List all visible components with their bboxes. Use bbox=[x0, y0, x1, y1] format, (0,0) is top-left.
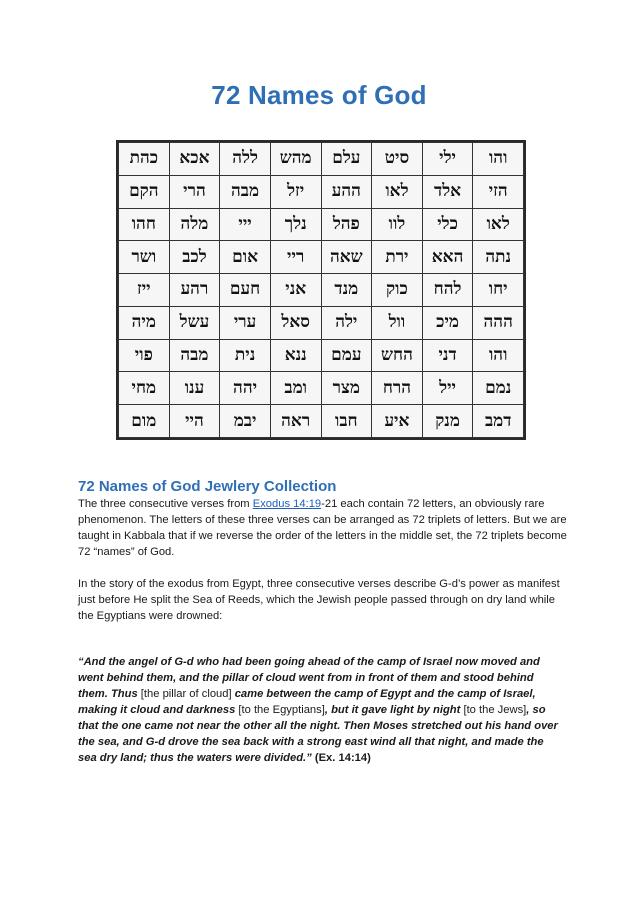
grid-cell: סאל bbox=[270, 306, 321, 339]
grid-cell: לוו bbox=[372, 208, 423, 241]
names-table bbox=[118, 142, 524, 438]
grid-cell: מצר bbox=[321, 372, 372, 405]
grid-cell: לאו bbox=[473, 208, 524, 241]
grid-cell: ייל bbox=[422, 372, 473, 405]
grid-cell: אלד bbox=[422, 175, 473, 208]
grid-cell: חבו bbox=[321, 405, 372, 438]
grid-cell: הרי bbox=[169, 175, 220, 208]
grid-cell: מיכ bbox=[422, 306, 473, 339]
grid-cell: להח bbox=[422, 274, 473, 307]
paragraph-exodus-story: In the story of the exodus from Egypt, three consecutive verses describe G-d’s power as manifest just before He split the Sea of Reeds, which the Jewish people passed through on dry land while the Egyptians were drowned: bbox=[78, 578, 560, 622]
grid-row bbox=[119, 405, 524, 438]
grid-cell: ללה bbox=[220, 143, 271, 176]
scripture-quote bbox=[78, 654, 562, 766]
section-heading: 72 Names of God Jewlery Collection bbox=[78, 478, 337, 495]
grid-cell: הרח bbox=[372, 372, 423, 405]
intro-text-after: -21 each contain 72 letters, an obviously rare phenomenon. The letters of these three verses can be arranged as 72 triplets of letters. But we are taught in Kabbala that if we reverse the order of the letters in the middle set, the 72 triplets become 72 “names” of God. bbox=[78, 498, 567, 558]
grid-cell: עשל bbox=[169, 306, 220, 339]
grid-cell: סיט bbox=[372, 143, 423, 176]
intro-text-before: The three consecutive verses from bbox=[78, 498, 253, 510]
grid-cell: חהו bbox=[119, 208, 170, 241]
grid-cell: שאה bbox=[321, 241, 372, 274]
grid-cell: ייז bbox=[119, 274, 170, 307]
quote-bracket-3: [to the Jews] bbox=[460, 704, 527, 716]
grid-row bbox=[119, 241, 524, 274]
grid-cell: פוי bbox=[119, 339, 170, 372]
grid-cell: ההע bbox=[321, 175, 372, 208]
grid-cell: מחי bbox=[119, 372, 170, 405]
grid-row bbox=[119, 274, 524, 307]
grid-row bbox=[119, 306, 524, 339]
grid-cell: איע bbox=[372, 405, 423, 438]
quote-bracket-1: [the pillar of cloud] bbox=[137, 688, 235, 700]
grid-row bbox=[119, 175, 524, 208]
grid-cell: ערי bbox=[220, 306, 271, 339]
grid-cell: ננא bbox=[270, 339, 321, 372]
grid-cell: כוק bbox=[372, 274, 423, 307]
grid-cell: לכב bbox=[169, 241, 220, 274]
grid-cell: יבמ bbox=[220, 405, 271, 438]
grid-cell: מנק bbox=[422, 405, 473, 438]
grid-cell: כלי bbox=[422, 208, 473, 241]
grid-cell: ריי bbox=[270, 241, 321, 274]
grid-cell: יחו bbox=[473, 274, 524, 307]
grid-cell: ייי bbox=[220, 208, 271, 241]
grid-cell: החש bbox=[372, 339, 423, 372]
quote-part-5: , so that the one came not near the other all the night. Then Moses stretched out his hand over the sea, and G-d drove the sea back with a strong east wind all that night, and made the sea dry land; thus the waters were divided.” bbox=[78, 704, 558, 764]
page-title: 72 Names of God bbox=[211, 80, 427, 110]
grid-cell: דמב bbox=[473, 405, 524, 438]
grid-cell: מהש bbox=[270, 143, 321, 176]
quote-part-4: , but it gave light by night bbox=[324, 704, 461, 716]
grid-cell: נתה bbox=[473, 241, 524, 274]
grid-cell: לאו bbox=[372, 175, 423, 208]
grid-cell: ילה bbox=[321, 306, 372, 339]
grid-cell: מלה bbox=[169, 208, 220, 241]
grid-cell: דני bbox=[422, 339, 473, 372]
grid-cell: כהת bbox=[119, 143, 170, 176]
grid-row bbox=[119, 339, 524, 372]
quote-bracket-2: [to the Egyptians] bbox=[235, 704, 325, 716]
grid-cell: הקם bbox=[119, 175, 170, 208]
paragraph-intro bbox=[78, 496, 568, 560]
grid-cell: אני bbox=[270, 274, 321, 307]
grid-cell: וול bbox=[372, 306, 423, 339]
grid-cell: הזי bbox=[473, 175, 524, 208]
grid-cell: נית bbox=[220, 339, 271, 372]
names-grid bbox=[116, 140, 526, 440]
grid-cell: נלך bbox=[270, 208, 321, 241]
grid-row bbox=[119, 208, 524, 241]
grid-cell: היי bbox=[169, 405, 220, 438]
grid-cell: והו bbox=[473, 143, 524, 176]
grid-cell: עלם bbox=[321, 143, 372, 176]
grid-cell: האא bbox=[422, 241, 473, 274]
grid-cell: נמם bbox=[473, 372, 524, 405]
grid-cell: ראה bbox=[270, 405, 321, 438]
grid-cell: עמם bbox=[321, 339, 372, 372]
grid-cell: אכא bbox=[169, 143, 220, 176]
quote-citation: (Ex. 14:14) bbox=[311, 752, 371, 764]
grid-row bbox=[119, 143, 524, 176]
exodus-link[interactable]: Exodus 14:19 bbox=[252, 498, 322, 510]
quote-part-2: Thus bbox=[110, 688, 138, 700]
grid-cell: ושר bbox=[119, 241, 170, 274]
grid-cell: ענו bbox=[169, 372, 220, 405]
grid-cell: מבה bbox=[220, 175, 271, 208]
grid-cell: יהה bbox=[220, 372, 271, 405]
grid-cell: פהל bbox=[321, 208, 372, 241]
grid-cell: יזל bbox=[270, 175, 321, 208]
grid-cell: מום bbox=[119, 405, 170, 438]
grid-row bbox=[119, 372, 524, 405]
grid-cell: ההה bbox=[473, 306, 524, 339]
quote-part-3: came between the camp of Egypt and the camp of Israel, making it cloud and darkness bbox=[78, 688, 536, 716]
grid-cell: אום bbox=[220, 241, 271, 274]
grid-cell: ירת bbox=[372, 241, 423, 274]
grid-cell: ילי bbox=[422, 143, 473, 176]
grid-cell: והו bbox=[473, 339, 524, 372]
grid-cell: מבה bbox=[169, 339, 220, 372]
grid-cell: רהע bbox=[169, 274, 220, 307]
quote-part-1: “And the angel of G-d who had been going ahead of the camp of Israel now moved and went behind them, and the pillar of cloud went from in front of them and stood behind them. bbox=[78, 656, 540, 700]
grid-cell: ומב bbox=[270, 372, 321, 405]
grid-cell: חעם bbox=[220, 274, 271, 307]
grid-cell: מיה bbox=[119, 306, 170, 339]
grid-cell: מנד bbox=[321, 274, 372, 307]
